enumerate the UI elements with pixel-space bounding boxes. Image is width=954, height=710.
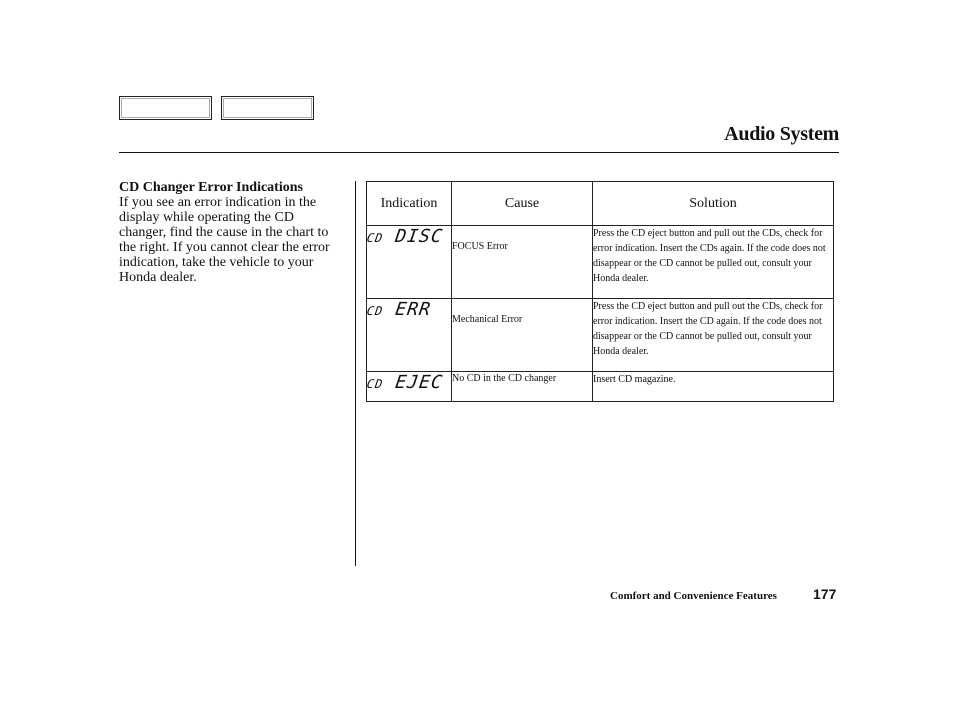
nav-button-1[interactable] [119, 96, 212, 120]
solution-cell: Press the CD eject button and pull out the CDs, check for error indication. Insert the CDs again. If the code does not disappear or the CD cannot be pulled out, consult your Honda dealer. [593, 226, 834, 299]
cause-cell: Mechanical Error [452, 299, 593, 372]
solution-cell: Press the CD eject button and pull out the CDs, check for error indication. Insert the CD again. If the code does not disappear or the CD cannot be pulled out, consult your Honda dealer. [593, 299, 834, 372]
table-row [367, 226, 834, 299]
table-row [367, 372, 834, 402]
nav-button-2[interactable] [221, 96, 314, 120]
error-table [366, 181, 834, 402]
section-heading: CD Changer Error Indications [119, 180, 303, 195]
lcd-display-icon: CD EJEC [365, 372, 445, 393]
page-title: Audio System [724, 123, 839, 145]
indication-cell [367, 226, 452, 299]
lcd-display-icon: CD DISC [365, 226, 445, 247]
cause-cell: No CD in the CD changer [452, 372, 593, 402]
lcd-display-icon: CD ERR [365, 299, 433, 320]
column-divider [355, 181, 356, 566]
table-row [367, 299, 834, 372]
cause-cell: FOCUS Error [452, 226, 593, 299]
solution-cell: Insert CD magazine. [593, 372, 834, 402]
header-solution: Solution [593, 182, 834, 226]
section-body: If you see an error indication in the display while operating the CD changer, find the cause in the chart to the right. If you cannot clear the error indication, take the vehicle to your Honda dealer. [119, 195, 330, 285]
header-indication: Indication [367, 182, 452, 226]
table-header-row [367, 182, 834, 226]
title-divider [119, 152, 839, 153]
footer-section-label: Comfort and Convenience Features [610, 590, 777, 602]
page-number: 177 [813, 586, 837, 602]
header-cause: Cause [452, 182, 593, 226]
indication-cell [367, 372, 452, 402]
indication-cell [367, 299, 452, 372]
